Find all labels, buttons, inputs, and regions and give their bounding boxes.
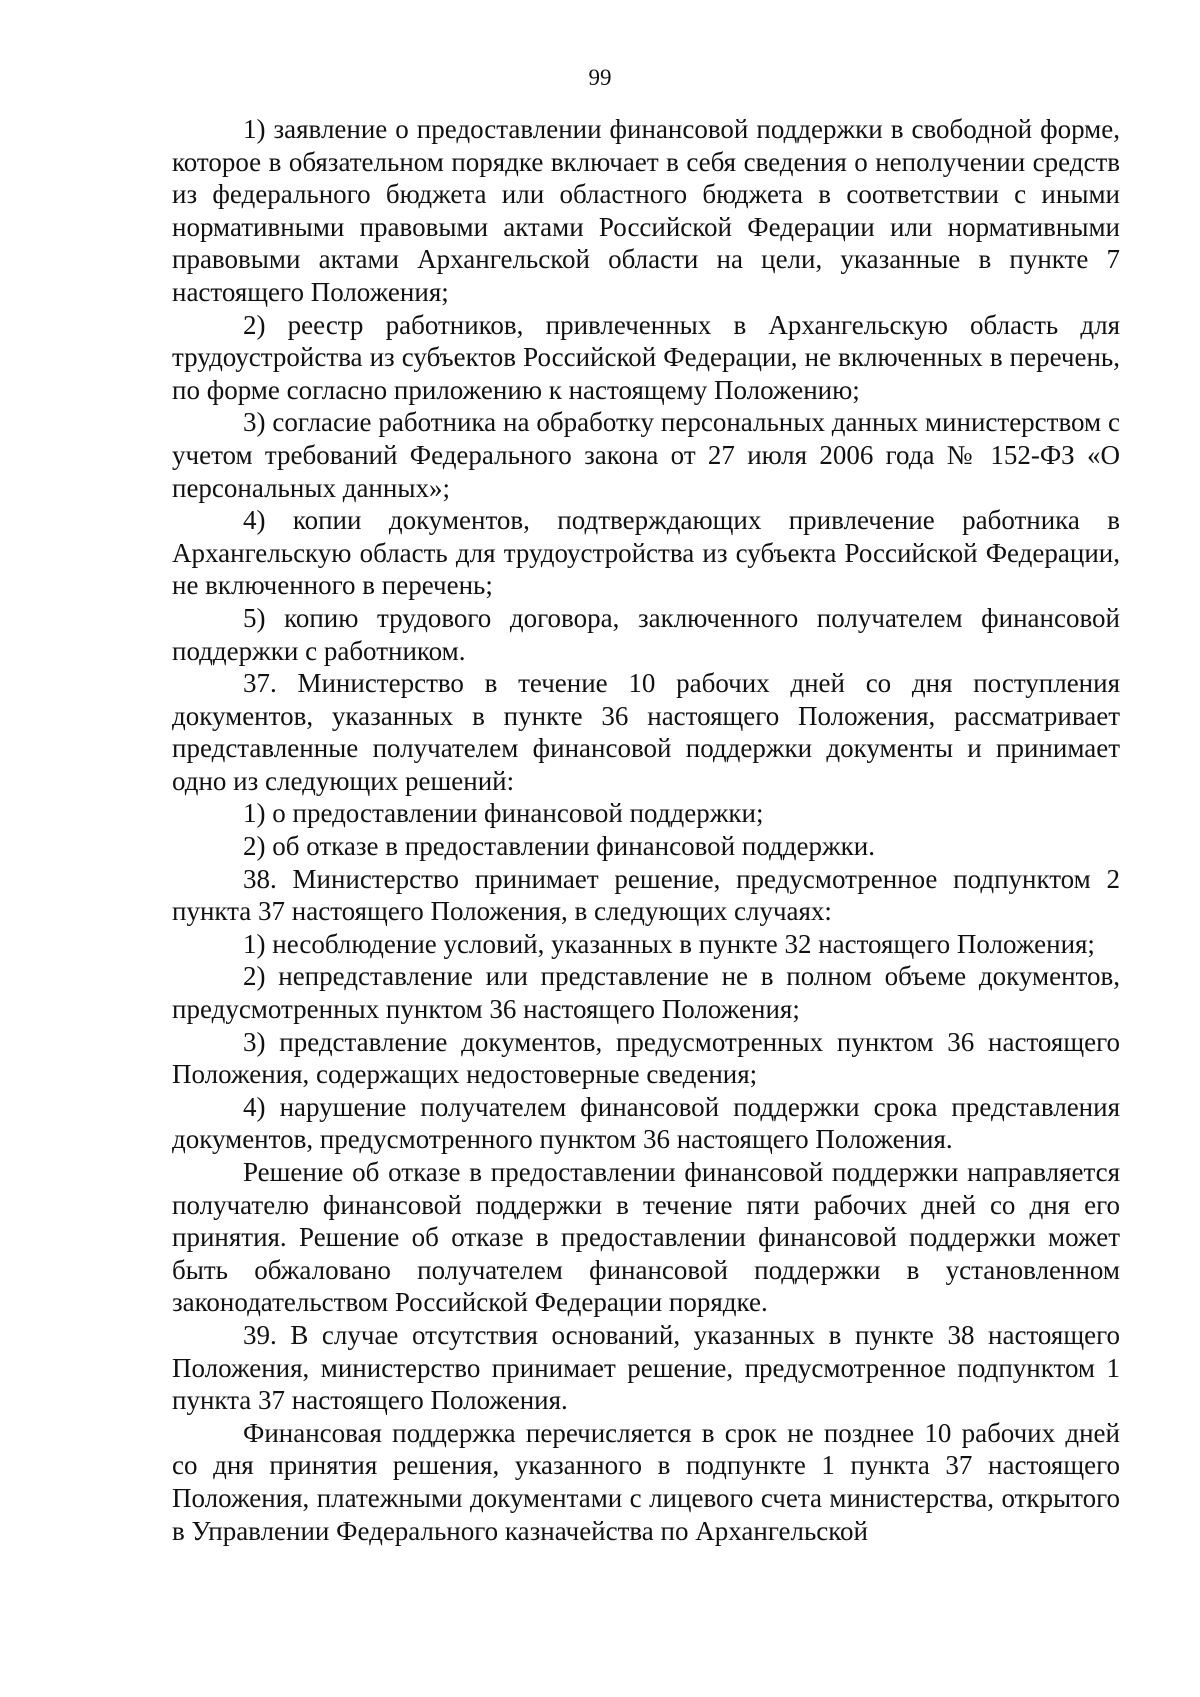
paragraph-clause-38-case-4: 4) нарушение получателем финансовой поддержки срока представления документов, предусмотренного пунктом 36 настоящего Положения. bbox=[172, 1091, 1120, 1155]
page-number: 99 bbox=[588, 65, 612, 90]
paragraph-clause-38: 38. Министерство принимает решение, предусмотренное подпунктом 2 пункта 37 настоящего Положения, в следующих случаях: bbox=[172, 863, 1120, 927]
paragraph-clause-37-decision-1: 1) о предоставлении финансовой поддержки; bbox=[243, 798, 764, 829]
paragraph-clause-37-decision-2: 2) об отказе в предоставлении финансовой поддержки. bbox=[243, 831, 875, 862]
paragraph-payment-transfer: Финансовая поддержка перечисляется в срок не позднее 10 рабочих дней со дня принятия решения, указанного в подпункте 1 пункта 37 настоящего Положения, платежными документами с лицевого счета министерства, открытого в Управлении Федерального казначейства по Архангельской bbox=[172, 1417, 1120, 1546]
paragraph-refusal-notice: Решение об отказе в предоставлении финансовой поддержки направляется получателю финансовой поддержки в течение пяти рабочих дней со дня его принятия. Решение об отказе в предоставлении финансовой поддержки может быть обжаловано получателем финансовой поддержки в установленном законодательством Российской Федерации порядке. bbox=[172, 1157, 1120, 1318]
paragraph-clause-37: 37. Министерство в течение 10 рабочих дней со дня поступления документов, указанных в пункте 36 настоящего Положения, рассматривает представленные получателем финансовой поддержки документы и принимает одно из следующих решений: bbox=[172, 668, 1120, 796]
paragraph-clause-38-case-1: 1) несоблюдение условий, указанных в пункте 32 настоящего Положения; bbox=[243, 928, 1095, 959]
document-body bbox=[172, 113, 1120, 1547]
paragraph-item-3-personal-data-consent: 3) согласие работника на обработку персональных данных министерством с учетом требований Федерального закона от 27 июля 2006 года № 152-ФЗ «О персональных данных»; bbox=[172, 407, 1120, 503]
paragraph-clause-38-case-2: 2) непредставление или представление не в полном объеме документов, предусмотренных пунктом 36 настоящего Положения; bbox=[172, 961, 1120, 1025]
paragraph-clause-38-case-3: 3) представление документов, предусмотренных пунктом 36 настоящего Положения, содержащих недостоверные сведения; bbox=[172, 1026, 1120, 1090]
paragraph-item-1-application: 1) заявление о предоставлении финансовой поддержки в свободной форме, которое в обязательном порядке включает в себя сведения о неполучении средств из федерального бюджета или областного бюджета в соответствии с иными нормативными правовыми актами Российской Федерации или нормативными правовыми актами Архангельской области на цели, указанные в пункте 7 настоящего Положения; bbox=[172, 114, 1120, 307]
paragraph-clause-39: 39. В случае отсутствия оснований, указанных в пункте 38 настоящего Положения, министерство принимает решение, предусмотренное подпунктом 1 пункта 37 настоящего Положения. bbox=[172, 1319, 1120, 1416]
paragraph-item-4-document-copies: 4) копии документов, подтверждающих привлечение работника в Архангельскую область для трудоустройства из субъекта Российской Федерации, не включенного в перечень; bbox=[172, 505, 1120, 601]
paragraph-item-2-worker-registry: 2) реестр работников, привлеченных в Архангельскую область для трудоустройства из субъектов Российской Федерации, не включенных в перечень, по форме согласно приложению к настоящему Положению; bbox=[172, 309, 1120, 405]
paragraph-item-5-employment-contract: 5) копию трудового договора, заключенного получателем финансовой поддержки с работником. bbox=[172, 602, 1120, 666]
